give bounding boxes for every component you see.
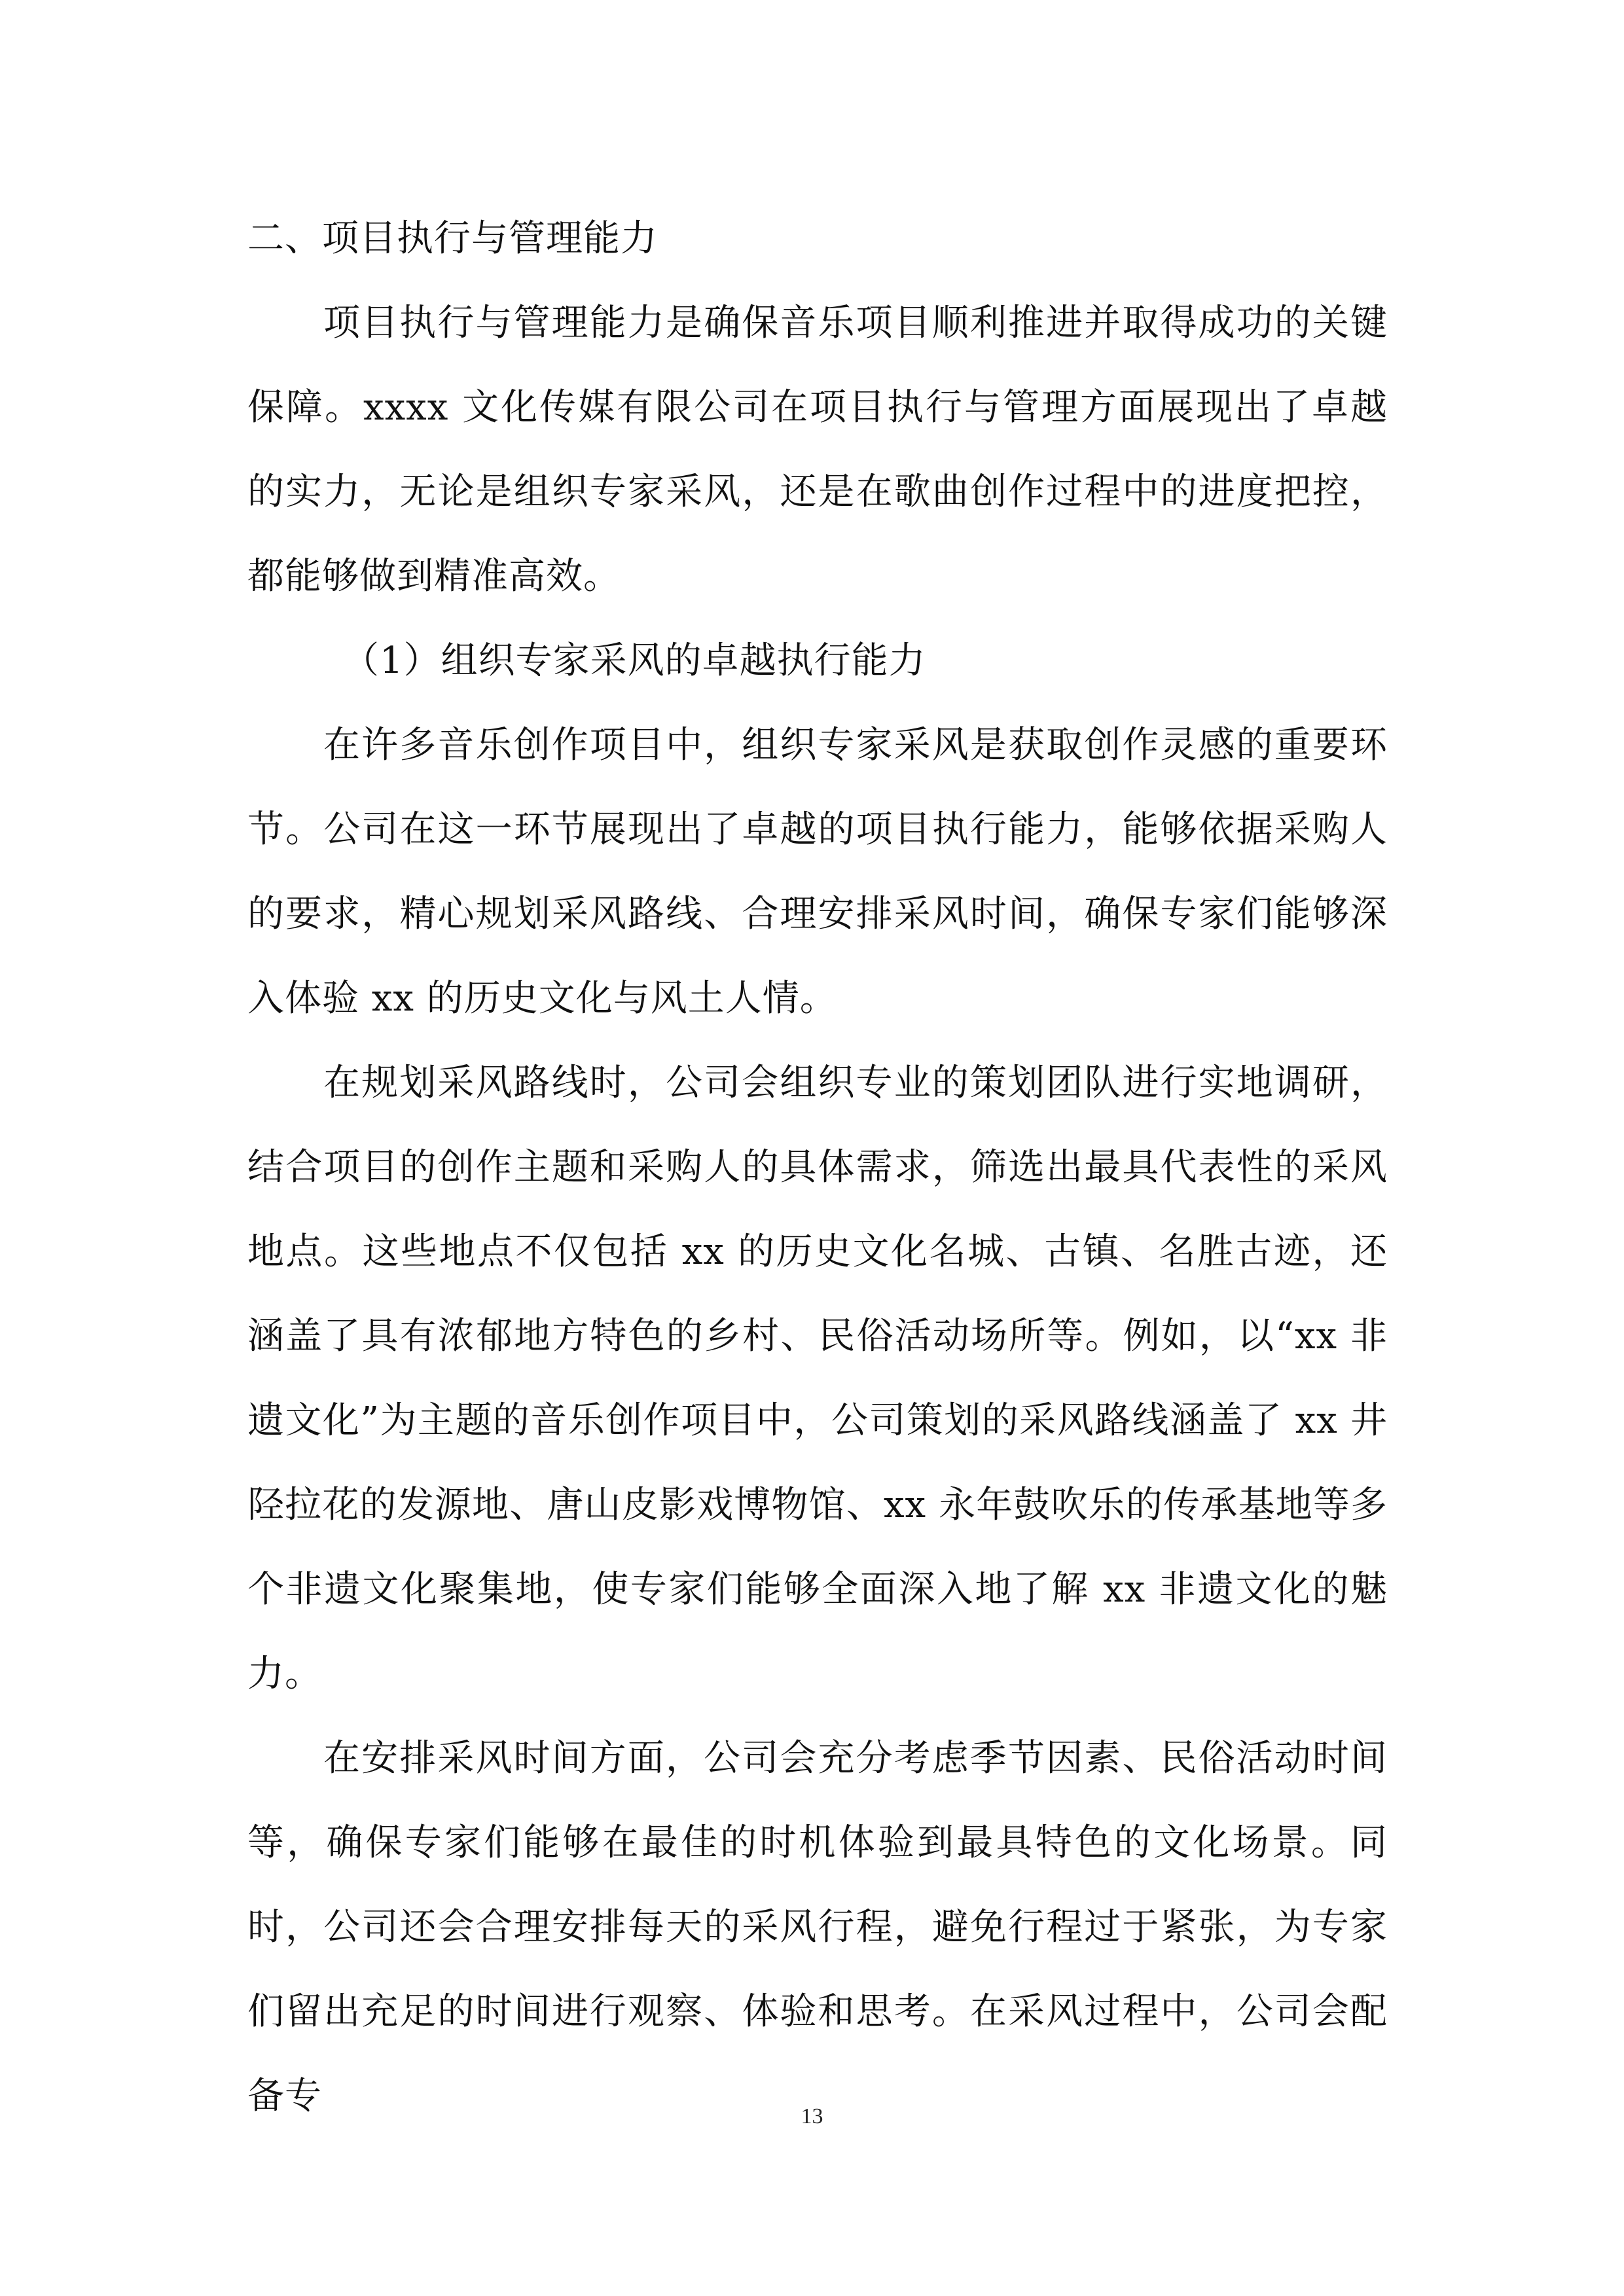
page-number: 13 [801,2104,823,2128]
paragraph-expert-trip: 在许多音乐创作项目中，组织专家采风是获取创作灵感的重要环节。公司在这一环节展现出了卓越的项目执行能力，能够依据采购人的要求，精心规划采风路线、合理安排采风时间，确保专家们能够深入体验 xx 的历史文化与风土人情。 [247,724,1388,1020]
section-heading: 二、项目执行与管理能力 [247,217,658,260]
paragraph-route-planning: 在规划采风路线时，公司会组织专业的策划团队进行实地调研，结合项目的创作主题和采购人的具体需求，筛选出最具代表性的采风地点。这些地点不仅包括 xx 的历史文化名城、古镇、名胜古迹，还涵盖了具有浓郁地方特色的乡村、民俗活动场所等。例如，以“xx 非遗文化”为主题的音乐创作项目中，公司策划的采风路线涵盖了 xx 井陉拉花的发源地、唐山皮影戏博物馆、xx 永年鼓吹乐的传承基地等多个非遗文化聚集地，使专家们能够全面深入地了解 xx 非遗文化的魅力。 [247,1062,1388,1695]
subheading: （1）组织专家采风的卓越执行能力 [342,639,926,682]
body-text [247,196,1388,2138]
paragraph-time-arrangement: 在安排采风时间方面，公司会充分考虑季节因素、民俗活动时间等，确保专家们能够在最佳的时机体验到最具特色的文化场景。同时，公司还会合理安排每天的采风行程，避免行程过于紧张，为专家们留出充足的时间进行观察、体验和思考。在采风过程中，公司会配备专 [247,1737,1388,2117]
paragraph-intro: 项目执行与管理能力是确保音乐项目顺利推进并取得成功的关键保障。xxxx 文化传媒有限公司在项目执行与管理方面展现出了卓越的实力，无论是组织专家采风，还是在歌曲创作过程中的进度把控，都能够做到精准高效。 [247,302,1388,598]
